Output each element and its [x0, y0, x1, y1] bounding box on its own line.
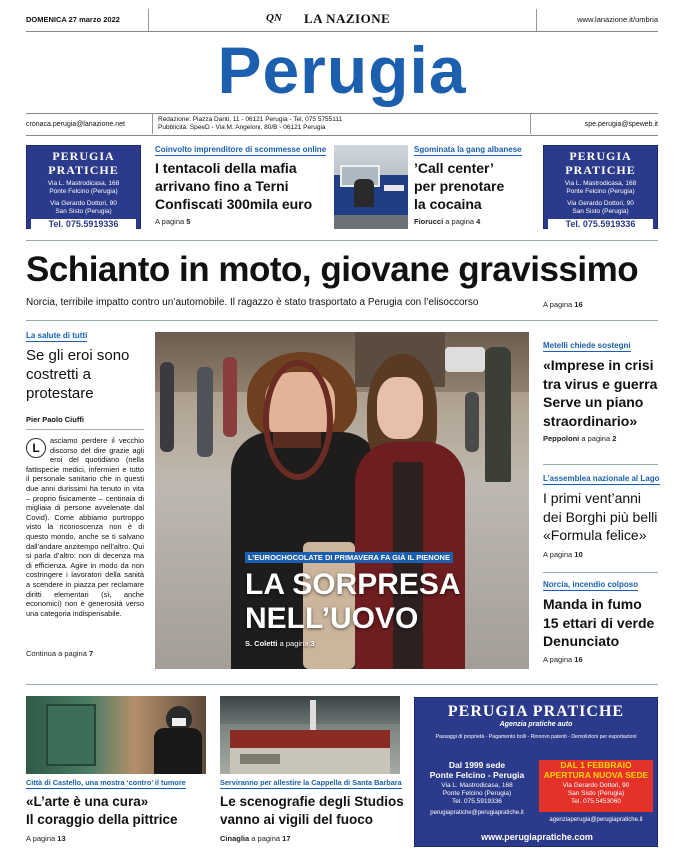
pubblicita-info: Pubblicità: SpeeD - Via M. Angeloni, 80/B - 06121 Perugia: [158, 124, 326, 131]
qn-logo: QN: [266, 12, 282, 24]
editorial-title: Se gli eroi sono costretti a protestare: [26, 347, 130, 402]
email-left[interactable]: cronaca.perugia@lanazione.net: [26, 121, 125, 128]
redazione-info: Redazione: Piazza Danti, 11 - 06121 Perugia - Tel. 075 5755111: [158, 116, 343, 123]
top-story-mafia[interactable]: Coinvolto imprenditore di scommesse online I tentacoli della mafia arrivano fino a Terni Confiscati 300mila euro A pagina 5: [155, 145, 335, 226]
bottom-story-arte[interactable]: Città di Castello, una mostra ‘contro’ il tumore «L’arte è una cura» Il coraggio della pittrice A pagina 13: [26, 778, 211, 843]
right-story-imprese[interactable]: Metelli chiede sostegni «Imprese in crisi tra virus e guerra Serve un piano straordinario» Peppoloni a pagina 2: [543, 341, 661, 443]
headline: Manda in fumo 15 ettari di verde Denunciato: [543, 596, 655, 649]
main-headline[interactable]: Schianto in moto, giovane gravissimo: [26, 250, 639, 289]
top-story-cocaina[interactable]: Sgominata la gang albanese ’Call center’ per prenotare la cocaina Fiorucci a pagina 4: [414, 145, 539, 226]
studios-photo: [220, 696, 400, 774]
photo-kicker: L’EUROCHOCOLATE DI PRIMAVERA FA GIÀ IL PIENONE: [245, 552, 453, 563]
email-right[interactable]: spe.perugia@speweb.it: [584, 121, 658, 128]
kicker: Sgominata la gang albanese: [414, 145, 522, 154]
top-ad-right[interactable]: PERUGIA PRATICHE Via L. Mastrodicasa, 168 Ponte Felcino (Perugia) Via Gerardo Dottori, 90 San Sisto (Perugia) Tel. 075.5919336: [543, 145, 658, 229]
photo-apag: S. Coletti a pagina 3: [245, 639, 315, 648]
headline: I tentacoli della mafia arrivano fino a Terni Confiscati 300mila euro: [155, 160, 313, 212]
main-subhead: Norcia, terribile impatto contro un’automobile. Il ragazzo è stato trasportato a Perugia con l’elisoccorso: [26, 297, 479, 308]
la-nazione-logo: LA NAZIONE: [304, 11, 391, 26]
kicker: Coinvolto imprenditore di scommesse online: [155, 145, 327, 154]
editorial-body: L asciamo perdere il vecchio discorso del dire grazie agli eroi del quotidiano (nella fattispecie medici, infermieri e tutto il personale sanitario che in questi due anni durissimi ha tenuto in vita – proprio fisicamente – centinaia di migliaia di persone avvelenate dal Covid). Come abbiamo purtroppo visto la riconoscenza non è di questo mondo, anche se ti salvano dall’andare anzitempo nell’altro. Qui si parla d’altro: non di decenza ma di efficienza. Agire in modo da non costringere i lavoratori della sanità a scendere in piazza per reclamare diritti elementari (sì, anche economici) non è generosità verso una categoria indispensabile.: [26, 436, 144, 618]
masthead-date: DOMENICA 27 marzo 2022: [26, 15, 120, 24]
bottom-ad[interactable]: PERUGIA PRATICHE Agenzia pratiche auto Passaggi di proprietà - Pagamento bolli - Rinnovo patenti - Demolizioni per esportazioni Dal 1999 sede Ponte Felcino - Perugia Via L. Mastrodicasa, 168 Ponte Felcino (Perugia) Tel. 075.5919336 perugiapratiche@perugiapratiche.it DAL 1 FEBBRAIO APERTURA NUOVA SEDE Via Gerardo Dottori, 90 San Sisto (Perugia) Tel. 075.5453060 agenziaperugia@perugiapratiche.it www.perugiapratiche.com: [414, 697, 658, 847]
right-story-norcia[interactable]: Norcia, incendio colposo Manda in fumo 15 ettari di verde Denunciato A pagina 16: [543, 580, 661, 664]
kicker: Metelli chiede sostegni: [543, 341, 631, 350]
bottom-story-studios[interactable]: Serviranno per allestire la Cappella di Santa Barbara Le scenografie degli Studios vanno ai vigili del fuoco Cinaglia a pagina 17: [220, 778, 410, 843]
page-title: Perugia: [217, 33, 467, 107]
editorial[interactable]: La salute di tutti Se gli eroi sono costretti a protestare Pier Paolo Ciuffi L asciamo perdere il vecchio discorso del dire grazie agli eroi del quotidiano (nella fattispecie medici, infermieri e tutto il personale sanitario che in questi due anni durissimi ha tenuto in vita – proprio fisicamente – centinaia di migliaia di persone avvelenate dal Covid). Come abbiamo purtroppo visto la riconoscenza non è di questo mondo, anche se ti salvano dall’andare anzitempo nell’altro. Qui si parla d’altro: non di decenza ma di efficienza. Agire in modo da non costringere i lavoratori della sanità a scendere in piazza per reclamare diritti elementari (sì, anche economici) non è generosità verso una categoria indispensabile. Continua a pagina 7: [26, 331, 144, 658]
masthead-site[interactable]: www.lanazione.it/umbria: [577, 15, 658, 24]
main-apag: A pagina 16: [543, 300, 583, 309]
headline: ’Call center’ per prenotare la cocaina: [414, 160, 505, 212]
photo-headline[interactable]: LA SORPRESA NELL’UOVO: [245, 568, 461, 635]
kicker: Serviranno per allestire la Cappella di Santa Barbara: [220, 778, 402, 787]
headline: I primi vent’anni dei Borghi più belli «Formula felice»: [543, 490, 658, 543]
top-ad-left[interactable]: PERUGIA PRATICHE Via L. Mastrodicasa, 168 Ponte Felcino (Perugia) Via Gerardo Dottori, 90 San Sisto (Perugia) Tel. 075.5919336: [26, 145, 141, 229]
kicker: Norcia, incendio colposo: [543, 580, 639, 589]
right-story-borghi[interactable]: L’assemblea nazionale al Lago I primi vent’anni dei Borghi più belli «Formula felice» A pagina 10: [543, 474, 660, 559]
headline: Le scenografie degli Studios vanno ai vigili del fuoco: [220, 794, 404, 827]
editorial-author: Pier Paolo Ciuffi: [26, 415, 84, 424]
kicker: Città di Castello, una mostra ‘contro’ il tumore: [26, 778, 186, 787]
dropcap: L: [26, 438, 46, 458]
police-car-photo: [334, 145, 408, 229]
kicker: La salute di tutti: [26, 331, 88, 340]
eurochocolate-photo: [155, 332, 529, 669]
painter-photo: [26, 696, 206, 774]
kicker: L’assemblea nazionale al Lago: [543, 474, 660, 483]
headline: «Imprese in crisi tra virus e guerra Serve un piano straordinario»: [543, 357, 658, 429]
headline: «L’arte è una cura» Il coraggio della pittrice: [26, 794, 178, 827]
